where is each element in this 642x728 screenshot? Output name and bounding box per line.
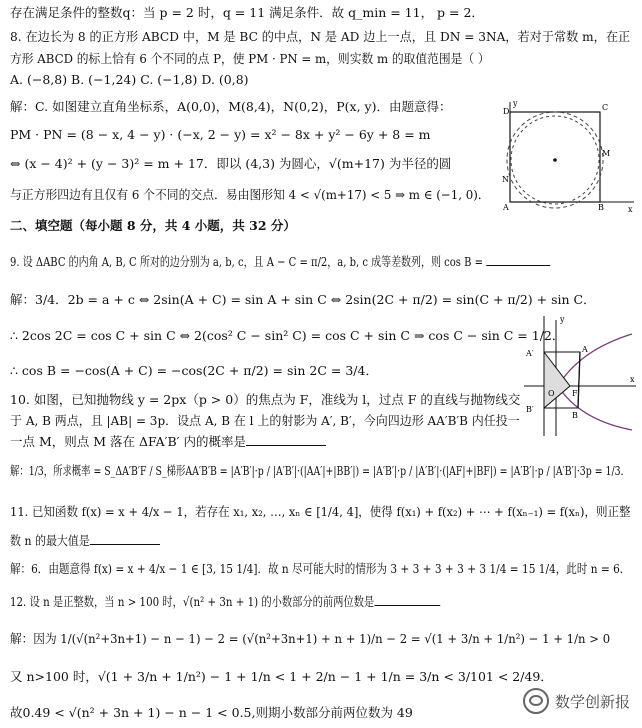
label-A: A [582,345,588,354]
text-line [10,98,451,116]
text-line [10,412,520,430]
text-line [10,155,451,173]
text-line [10,253,550,271]
wechat-icon [523,688,549,714]
line-text: 8. 在边长为 8 的正方形 ABCD 中，M 是 BC 的中点，N 是 AD 边上一点，且 DN = 3NA，若对于常数 m，在正 [10,29,631,44]
text-line [10,704,413,722]
text-line [10,71,249,89]
line-text: 9. 设 ΔABC 的内角 A, B, C 所对的边分别为 a, b, c，且 A − C = π/2，a, b, c 成等差数列，则 cos B = [10,254,487,269]
triangle [544,352,570,408]
line-text: 12. 设 n 是正整数，当 n > 100 时，√(n² + 3n + 1) 的小数部分的前两位数是 [10,594,375,609]
line-text: 解：因为 1/(√(n²+3n+1) − n − 1) − 2 = (√(n²+3n+1) + n + 1)/n − 2 = √(1 + 3/n + 1/n²) − 1 + 1/n > 0 [10,631,611,646]
square [510,112,600,202]
line-text: 解：3/4．2b = a + c ⇔ 2sin(A + C) = sin A + sin C ⇔ 2sin(2C + π/2) = sin(C + π/2) + sin C． [10,292,596,307]
label-O: O [548,389,555,398]
label-N: N [502,175,509,184]
text-line [10,50,490,68]
label-x: x [628,205,633,214]
answer-blank [374,593,440,606]
line-text: ∴ 2cos 2C = cos C + sin C ⇔ 2(cos² C − sin² C) = cos C + sin C ⇒ cos C − sin C = 1/2． [10,328,565,343]
figure-square-circle [500,98,638,216]
text-line [10,291,596,309]
line-text: 10. 如图，已知抛物线 y = 2px（p > 0）的焦点为 F，准线为 l，过点 F 的直线与抛物线交 [10,392,521,407]
text-line [10,433,326,451]
text-line [10,186,490,204]
answer-blank [486,253,550,266]
line-text: ∴ cos B = −cos(A + C) = −cos(2C + π/2) = sin 2C = 3/4． [10,363,378,378]
line-text: 解：6．由题意得 f(x) = x + 4/x − 1 ∈ [3, 15 1/4]．故 n 尽可能大时的情形为 3 + 3 + 3 + 3 + 3 1/4 = 15 1/4，此时 n = 6． [10,561,631,576]
watermark [523,688,630,714]
parabola [558,334,632,430]
text-line [10,391,520,409]
center-point [553,158,557,162]
text-line [10,668,553,686]
text-line [10,4,484,22]
watermark-text: 数学创新报 [554,692,630,711]
answer-blank [246,433,326,446]
label-y: y [560,315,565,324]
label-M: M [602,149,611,158]
label-B-prime: B′ [526,405,534,414]
text-line [10,630,610,648]
label-A: A [503,203,509,212]
label-B: B [572,411,578,420]
text-line [10,217,296,235]
label-F: F [572,389,578,398]
line-text: A. (−8,8) B. (−1,24) C. (−1,8) D. (0,8) [10,72,249,87]
line-text: 一点 M，则点 M 落在 ΔFA′B′ 内的概率是 [10,434,246,449]
text-line [10,503,630,521]
line-text: 11. 已知函数 f(x) = x + 4/x − 1，若存在 x₁, x₂, …, xₙ ∈ [1/4, 4]，使得 f(x₁) + f(x₂) + ⋯ + f(xₙ₋₁) = f(xₙ)，则正整 [10,504,631,519]
line-text: 方形 ABCD 的标上恰有 6 个不同的点 P，使 PM · PN = m，则实数 m 的取值范围是（ ） [10,51,490,66]
line-text: 数 n 的最大值是 [10,533,90,548]
line-text: 二、填空题（每小题 8 分，共 4 小题，共 32 分） [10,218,296,233]
line-text: 解：1/3，所求概率 = S_ΔA′B′F / S_梯形AA′B′B = |A′B′|·p / |A′B′|·(|AA′|+|BB′|) = |A′B′|·p / |A′B′|·(|AF|+|BF|) = |A′B′|·p / |A′B′|·3p = 1/3． [10,463,630,478]
line-text: 解：C. 如图建立直角坐标系，A(0,0)，M(8,4)，N(0,2)，P(x, y)．由题意得： [10,99,452,114]
label-A-prime: A′ [526,349,534,358]
answer-blank [90,532,160,545]
text-line [10,560,630,578]
label-B: B [598,203,604,212]
label-y: y [513,99,518,108]
figure-parabola [520,312,640,440]
line-text: 故0.49 < √(n² + 3n + 1) − n − 1 < 0.5,则期小数部分前两位数为 49 [10,705,413,720]
label-C: C [602,103,609,112]
label-x: x [630,375,635,384]
text-line [10,28,630,46]
line-text: 与正方形四边有且仅有 6 个不同的交点．易由图形知 4 < √(m+17) < 5 ⇒ m ∈ (−1, 0)． [10,187,490,202]
line-text: 于 A, B 两点，且 |AB| = 3p．设点 A, B 在 l 上的射影为 A′, B′，今向四边形 AA′B′B 内任投一 [10,413,520,428]
text-line [10,126,431,144]
text-line [10,593,440,611]
text-line [10,532,160,550]
line-text: 存在满足条件的整数q：当 p = 2 时，q = 11 满足条件．故 q_min = 11， p = 2． [10,5,484,20]
text-line [10,327,564,345]
text-line [10,362,378,380]
text-line [10,462,630,480]
line-text: 又 n>100 时，√(1 + 3/n + 1/n²) − 1 + 1/n < 1 + 2/n − 1 + 1/n = 3/n < 3/101 < 2/49． [10,669,553,684]
line-text: ⇔ (x − 4)² + (y − 3)² = m + 17．即以 (4,3) 为圆心，√(m+17) 为半径的圆 [10,156,452,171]
line-text: PM · PN = (8 − x, 4 − y) · (−x, 2 − y) = x² − 8x + y² − 6y + 8 = m [10,127,431,142]
label-D: D [503,107,510,116]
